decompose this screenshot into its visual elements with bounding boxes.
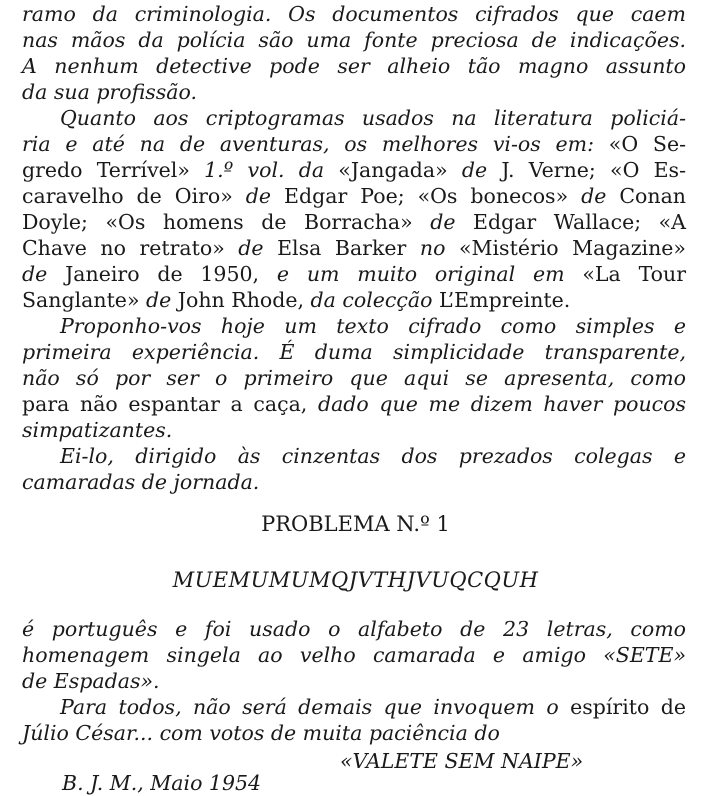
- paragraph-2-line-5: [22, 210, 686, 235]
- p2-l3-b: 1.º vol. da: [204, 158, 339, 182]
- paragraph-3-line-2: primeira experiência. É duma simplicidade transparente,: [22, 340, 686, 364]
- p2-l4-e: Conan: [619, 184, 687, 208]
- cipher-text: MUEMUMUMQJVTHJVUQCQUH: [172, 568, 539, 592]
- p3-l4-a: para não espantar a caça,: [22, 392, 318, 416]
- p2-l6-e: «Mistério Magazine»: [458, 236, 686, 260]
- p2-l8-e: L’Empreinte.: [438, 288, 571, 312]
- paragraph-6-line-2: Júlio César... com votos de muita paciência do: [22, 721, 500, 745]
- p2-l8-d: da colecção: [310, 288, 439, 312]
- p2-l2-a: ria e até na de aventuras, os melhores vi-os em:: [22, 132, 609, 156]
- p2-l7-c: e um muito original em: [276, 262, 583, 286]
- paragraph-1-line-4: da sua profissão.: [22, 80, 198, 104]
- paragraph-1-line-2: nas mãos da polícia são uma fonte preciosa de indicações.: [22, 28, 686, 52]
- p2-l5-a: Doyle; «Os homens de Borracha»: [22, 210, 431, 234]
- p2-l3-e: J. Verne; «O Es-: [501, 158, 686, 182]
- paragraph-2-line-4: [22, 184, 686, 209]
- paragraph-5-line-2: homenagem singela ao velho camarada e amigo «SETE»: [22, 643, 686, 667]
- paragraph-3-line-1: Proponho-vos hoje um texto cifrado como simples e: [60, 314, 686, 338]
- paragraph-5-line-3: de Espadas».: [22, 669, 160, 693]
- p2-l5-c: Edgar Wallace; «A: [473, 210, 686, 234]
- paragraph-2-line-8: [22, 288, 570, 313]
- paragraph-2-line-1: Quanto aos criptogramas usados na literatura policiá-: [60, 106, 686, 130]
- paragraph-2-line-7: [22, 262, 686, 287]
- signature-place-date: B. J. M., Maio 1954: [62, 771, 262, 795]
- p2-l4-c: Edgar Poe; «Os bonecos»: [284, 184, 582, 208]
- p2-l2-b: «O Se-: [608, 132, 687, 156]
- paragraph-6-line-1: [60, 695, 686, 720]
- p2-l6-d: no: [419, 236, 459, 260]
- p2-l3-c: «Jangada»: [338, 158, 462, 182]
- paragraph-1-line-3: A nenhum detective pode ser alheio tão magno assunto: [22, 54, 686, 78]
- p2-l7-a: de: [22, 262, 66, 286]
- p6-l1-a: Para todos, não será demais que invoquem o: [60, 695, 571, 719]
- signature-name: «VALETE SEM NAIPE»: [340, 749, 584, 773]
- paragraph-3-line-4: [22, 392, 686, 417]
- p2-l7-d: «La Tour: [582, 262, 686, 286]
- paragraph-3-line-5: simpatizantes.: [22, 418, 173, 442]
- paragraph-3-line-3: não só por ser o primeiro que aqui se apresenta, como: [22, 366, 686, 390]
- p2-l4-d: de: [581, 184, 620, 208]
- p2-l8-b: de: [146, 288, 178, 312]
- p2-l5-b: de: [430, 210, 473, 234]
- p2-l6-a: Chave no retrato»: [22, 236, 239, 260]
- paragraph-5-line-1: é português e foi usado o alfabeto de 23 letras, como: [22, 617, 686, 641]
- p2-l6-c: Elsa Barker: [277, 236, 420, 260]
- p2-l7-b: Janeiro de 1950,: [65, 262, 277, 286]
- p2-l4-a: caravelho de Oiro»: [22, 184, 246, 208]
- paragraph-2-line-6: [22, 236, 686, 261]
- paragraph-2-line-3: [22, 158, 686, 183]
- p2-l6-b: de: [238, 236, 278, 260]
- paragraph-1-line-1: ramo da criminologia. Os documentos cifrados que caem: [22, 2, 686, 26]
- paragraph-4-line-1: Ei-lo, dirigido às cinzentas dos prezados colegas e: [60, 444, 686, 468]
- p2-l3-a: gredo Terrível»: [22, 158, 205, 182]
- p2-l8-a: Sanglante»: [22, 288, 147, 312]
- paragraph-2-line-2: [22, 132, 686, 157]
- problem-heading: PROBLEMA N.º 1: [261, 512, 450, 536]
- p2-l4-b: de: [245, 184, 285, 208]
- p6-l1-b: espírito de: [570, 695, 687, 719]
- p3-l4-b: dado que me dizem haver poucos: [317, 392, 686, 416]
- p2-l3-d: de: [461, 158, 502, 182]
- p2-l8-c: John Rhode,: [177, 288, 311, 312]
- paragraph-4-line-2: camaradas de jornada.: [22, 470, 260, 494]
